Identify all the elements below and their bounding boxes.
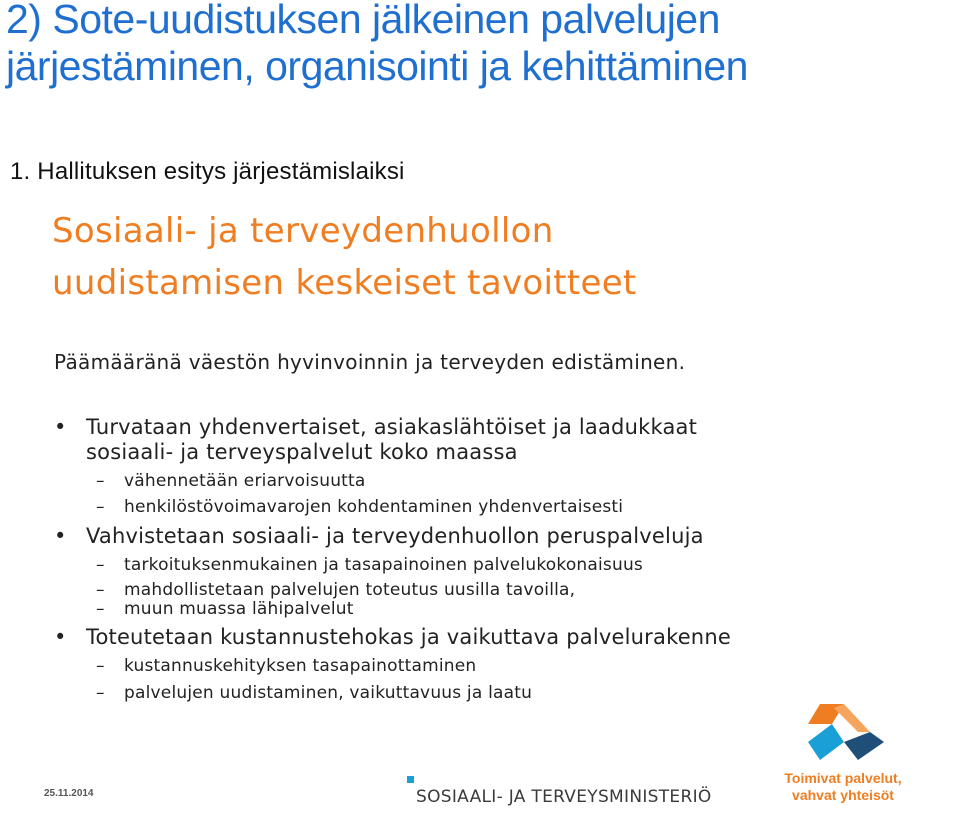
sub-list-item: – vähennetään eriarvoisuutta xyxy=(54,471,914,492)
list-item xyxy=(54,625,914,704)
ministry-mark-icon xyxy=(407,776,414,783)
sub-list-item: – tarkoituksenmukainen ja tasapainoinen palvelukokonaisuus xyxy=(54,555,914,576)
sub-list-item: – mahdollistetaan palvelujen toteutus uusilla tavoilla, xyxy=(54,581,914,600)
slide-date: 25.11.2014 xyxy=(44,788,94,799)
sub-list xyxy=(86,471,914,518)
bullet-text: • Turvataan yhdenvertaiset, asiakaslähtöiset ja laadukkaat xyxy=(86,415,698,439)
slogan-line1: Toimivat palvelut, xyxy=(784,770,902,786)
ministry-name: SOSIAALI- JA TERVEYSMINISTERIÖ xyxy=(416,787,712,807)
list-item xyxy=(54,415,914,518)
sub-list-item: – kustannuskehityksen tasapainottaminen xyxy=(54,656,914,677)
sub-list-item: – palvelujen uudistaminen, vaikuttavuus ja laatu xyxy=(54,683,914,704)
bullet-text: • Vahvistetaan sosiaali- ja terveydenhuollon peruspalveluja xyxy=(86,524,704,548)
goal-statement: Päämääränä väestön hyvinvoinnin ja terveyden edistäminen. xyxy=(54,350,686,374)
panel-heading-line1: Sosiaali- ja terveydenhuollon xyxy=(52,211,554,251)
panel-heading xyxy=(52,205,852,309)
goals-list xyxy=(54,415,914,704)
slide-title-line1: 2) Sote-uudistuksen jälkeinen palvelujen xyxy=(6,0,720,42)
sub-list xyxy=(86,656,914,704)
slogan xyxy=(768,770,918,804)
sub-list xyxy=(86,555,914,619)
ministry-logo-icon xyxy=(800,698,890,770)
sub-list-item: – muun muassa lähipalvelut xyxy=(54,600,914,619)
panel-heading-line2: uudistamisen keskeiset tavoitteet xyxy=(52,263,637,303)
slide-subtitle: 1. Hallituksen esitys järjestämislaiksi xyxy=(10,158,405,185)
bullet-text: • Toteutetaan kustannustehokas ja vaikuttava palvelurakenne xyxy=(86,625,731,649)
slide-title-line2: järjestäminen, organisointi ja kehittäminen xyxy=(6,43,748,89)
list-item xyxy=(54,524,914,619)
sub-list-item: – henkilöstövoimavarojen kohdentaminen yhdenvertaisesti xyxy=(54,497,914,518)
slide-title xyxy=(6,0,956,90)
slogan-line2: vahvat yhteisöt xyxy=(792,787,894,803)
bullet-text: sosiaali- ja terveyspalvelut koko maassa xyxy=(86,440,518,464)
